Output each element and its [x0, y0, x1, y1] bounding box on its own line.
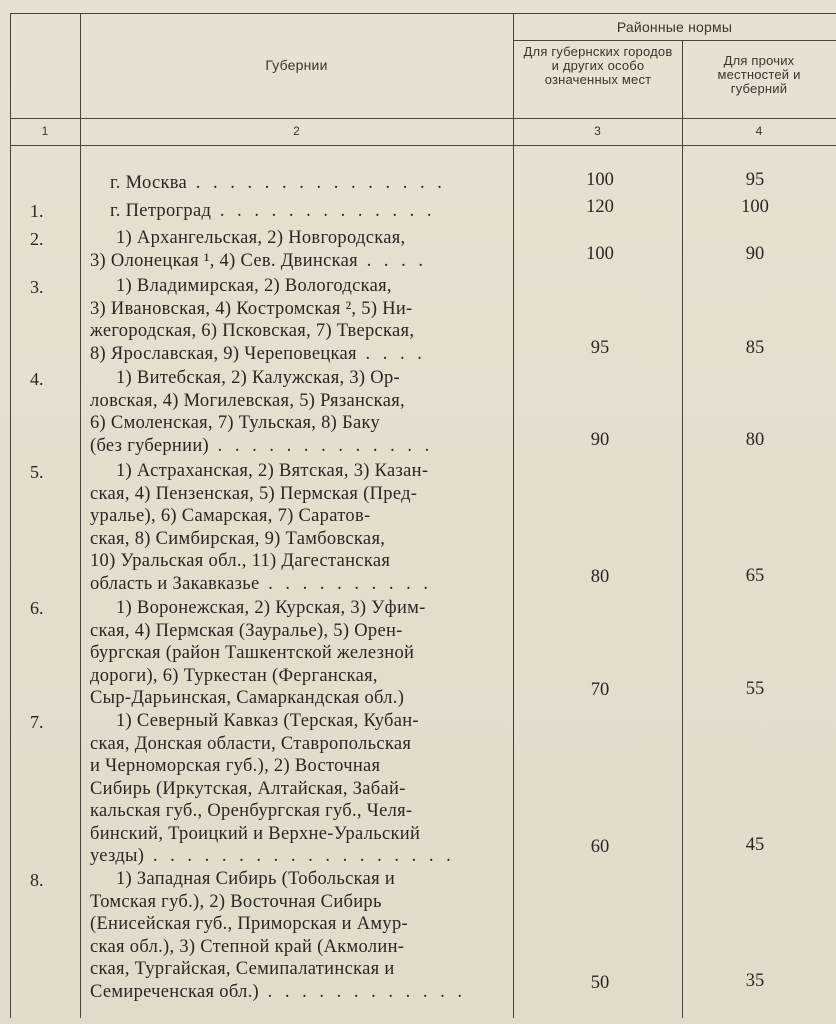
table-row-8-text: 1) Западная Сибирь (Тобольская и Томская губ.), 2) Восточная Сибирь (Енисейская губ., Приморская и Амур- ская обл.), 3) Степной край (Акмолин- ская, Тургайская, Семипалатинская и Семиреченская обл.) . . . . . . . . . . . .: [90, 869, 466, 1002]
table-row-5-text: 1) Астраханская, 2) Вятская, 3) Казан- ская, 4) Пензенская, 5) Пермская (Пред- уралье), 6) Самарская, 7) Саратов- ская, 8) Симбирская, 9) Тамбовская, 10) Уральская обл., 11) Дагестанская область и Закавказье . . . . . . . . . .: [90, 461, 433, 594]
row-6-col4: 55: [745, 679, 765, 699]
col-number-3: 3: [594, 124, 601, 138]
col-number-row-top-rule: [10, 118, 836, 119]
norms-subheader-rule: [513, 40, 836, 41]
table-row-4-text: 1) Витебская, 2) Калужская, 3) Ор- ловская, 4) Могилевская, 5) Рязанская, 6) Смоленская, 7) Тульская, 8) Баку (без губернии) . . . . . . . . . . . . .: [90, 368, 434, 456]
col-number-4: 4: [755, 124, 763, 138]
col-number-2: 2: [293, 124, 300, 138]
row-8-number: 8.: [30, 870, 44, 890]
table-row-7-text: 1) Северный Кавказ (Терская, Кубан- ская, Донская области, Ставропольская и Черноморская губ.), 2) Восточная Сибирь (Иркутская, Алтайская, Забай- кальская губ., Оренбургская губ., Челя- бинский, Троицкий и Верхне-Уральский уезды) . . . . . . . . . . . . . . . . . .: [90, 711, 455, 866]
row-4-col4: 80: [745, 430, 765, 450]
row-7-number: 7.: [30, 712, 44, 732]
row-3-col3: 95: [590, 338, 610, 358]
row-3-number: 3.: [30, 277, 44, 297]
row-moscow-col3: 100: [586, 170, 614, 190]
col2-header: Губернии: [265, 57, 328, 73]
col1-col2-divider: [80, 13, 81, 1018]
row-6-col3: 70: [590, 680, 610, 700]
row-7-col3: 60: [590, 837, 610, 857]
col3-col4-divider: [682, 40, 683, 1018]
norms-header: Районные нормы: [616, 19, 733, 35]
row-4-col3: 90: [590, 430, 610, 450]
row-1-col3: 120: [586, 197, 614, 217]
row-4-number: 4.: [30, 369, 44, 389]
col2-col3-divider: [513, 13, 514, 1018]
table-row-2-text: 1) Архангельская, 2) Новгородская, 3) Олонецкая ¹, 4) Сев. Двинская . . . .: [90, 228, 427, 271]
table-row-1-text: г. Петроград . . . . . . . . . . . . .: [110, 201, 436, 221]
row-2-number: 2.: [30, 229, 44, 249]
table-row-moscow-text: г. Москва . . . . . . . . . . . . . . .: [110, 173, 446, 193]
row-1-number: 1.: [30, 201, 44, 221]
table-top-rule: [10, 13, 836, 14]
row-7-col4: 45: [745, 835, 765, 855]
row-6-number: 6.: [30, 598, 44, 618]
table-row-3-text: 1) Владимирская, 2) Вологодская, 3) Ивановская, 4) Костромская ², 5) Ни- жегородская, 6) Псковская, 7) Тверская, 8) Ярославская, 9) Череповецкая . . . .: [90, 276, 426, 364]
col3-header: Для губернских городов и других особо означенных мест: [523, 44, 673, 87]
row-5-number: 5.: [30, 462, 44, 482]
row-moscow-col4: 95: [745, 170, 765, 190]
row-8-col3: 50: [590, 973, 610, 993]
row-1-col4: 100: [741, 197, 769, 217]
table-left-border: [10, 13, 11, 1018]
row-5-col4: 65: [745, 566, 765, 586]
col4-header: Для прочих местностей и губерний: [717, 53, 801, 96]
row-3-col4: 85: [745, 338, 765, 358]
col-number-row-bottom-rule: [10, 145, 836, 146]
row-2-col3: 100: [586, 244, 614, 264]
table-row-6-text: 1) Воронежская, 2) Курская, 3) Уфим- ская, 4) Пермская (Зауралье), 5) Орен- бургская (район Ташкентской железной дороги), 6) Туркестан (Ферганская, Сыр-Дарьинская, Самаркандская обл.): [90, 598, 426, 708]
row-8-col4: 35: [745, 971, 765, 991]
row-2-col4: 90: [745, 244, 765, 264]
col-number-1: 1: [41, 124, 49, 138]
row-5-col3: 80: [590, 567, 610, 587]
